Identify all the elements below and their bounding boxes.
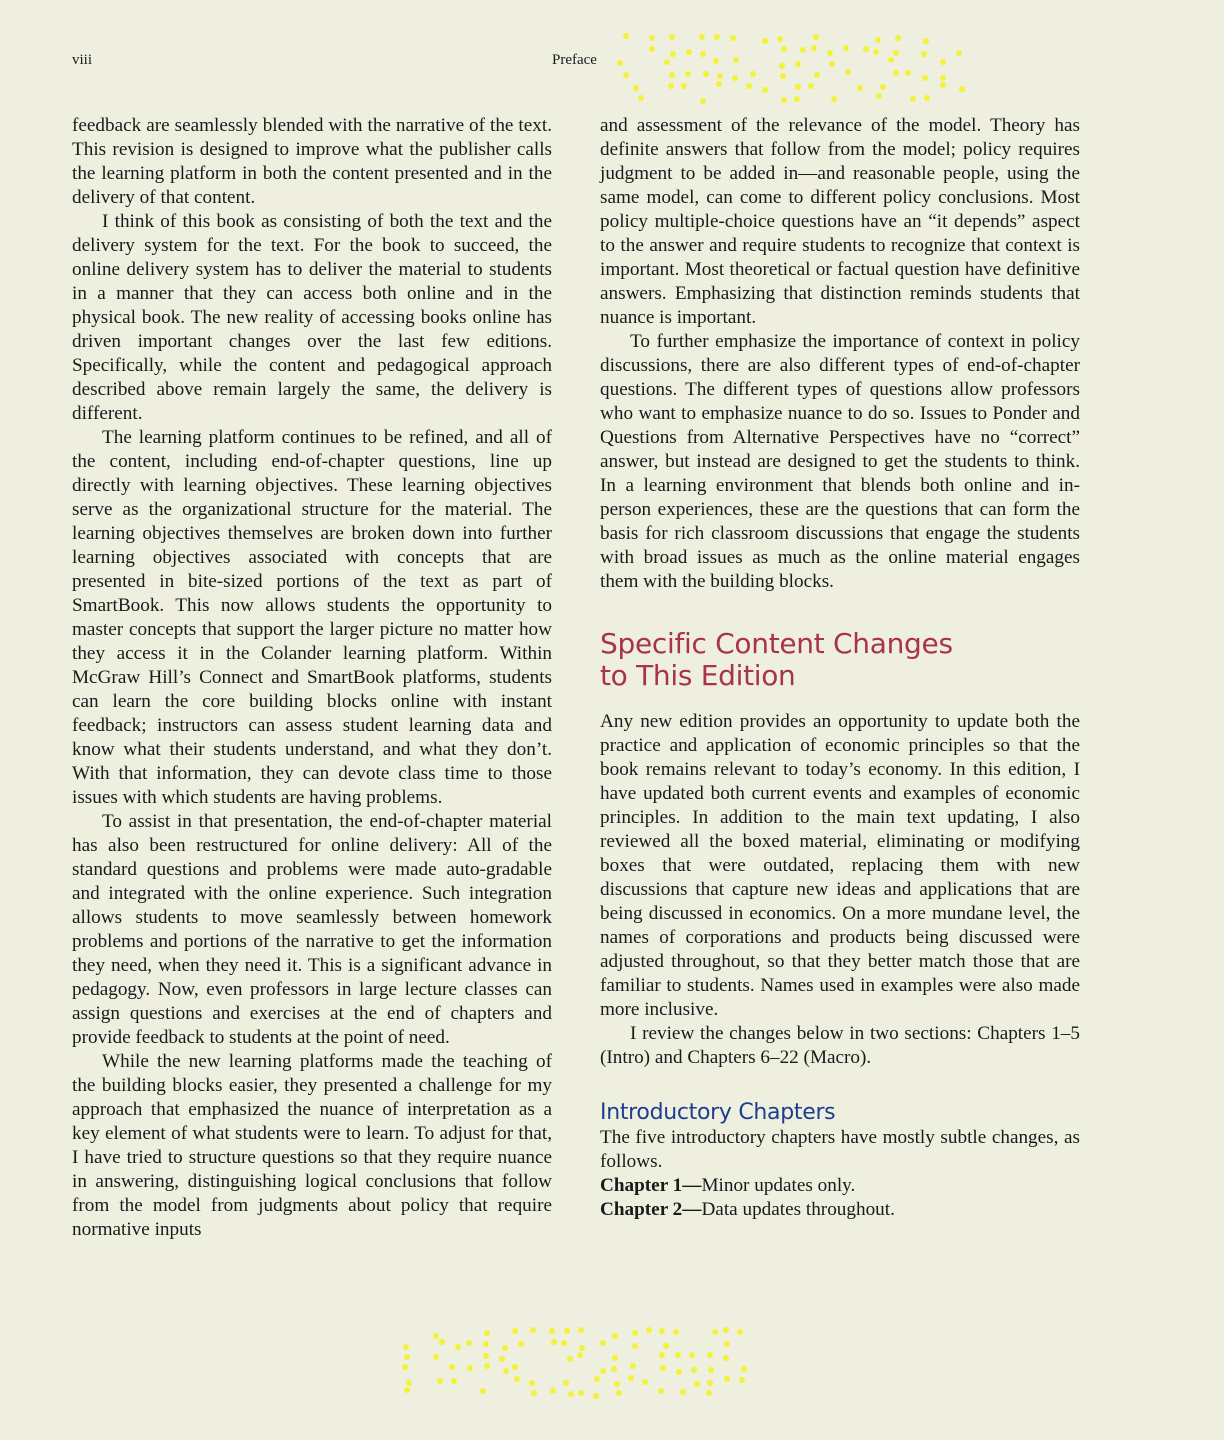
decorative-dot <box>781 46 787 52</box>
decorative-dot <box>712 1329 718 1335</box>
decorative-dot <box>699 34 705 40</box>
decorative-dot <box>794 96 800 102</box>
decorative-dot <box>730 35 736 41</box>
decorative-dot <box>451 1378 457 1384</box>
decorative-dot <box>708 1367 714 1373</box>
decorative-dot <box>668 83 674 89</box>
decorative-dot <box>577 1352 583 1358</box>
decorative-dot <box>700 51 706 57</box>
decorative-dot <box>530 1327 536 1333</box>
decorative-dot <box>762 87 768 93</box>
decorative-dot <box>403 1344 409 1350</box>
decorative-dot <box>921 51 927 57</box>
decorative-dot <box>923 38 929 44</box>
decorative-dot <box>873 49 879 55</box>
decorative-dot <box>922 75 928 81</box>
decorative-dot <box>707 1380 713 1386</box>
body-paragraph: and assessment of the relevance of the model. Theory has definite answers that follow from the model; policy requires judgment to be added in—and reasonable people, using the same model, can come to different policy conclusions. Most policy multiple-choice questions have an “it depends” aspect to the answer and require students to recognize that context is important. Most theoretical or factual question have definitive answers. Emphasizing that distinction reminds students that nuance is important. <box>600 115 1080 328</box>
decorative-dot <box>895 35 901 41</box>
decorative-dot <box>713 58 719 64</box>
decorative-dot <box>680 1389 686 1395</box>
decorative-dot <box>659 1352 665 1358</box>
section-heading <box>600 628 1080 692</box>
decorative-dot <box>433 1354 439 1360</box>
decorative-dot <box>905 70 911 76</box>
right-column <box>600 114 1080 1222</box>
decorative-dot <box>551 1339 557 1345</box>
decorative-dot <box>660 1365 666 1371</box>
decorative-dot <box>638 95 644 101</box>
decorative-dot <box>663 1343 669 1349</box>
decorative-dot <box>550 1388 556 1394</box>
decorative-dot <box>750 71 756 77</box>
decorative-dot <box>831 96 837 102</box>
decorative-dot <box>623 33 629 39</box>
decorative-dot <box>518 1341 524 1347</box>
decorative-dot <box>649 46 655 52</box>
decorative-dot <box>893 50 899 56</box>
decorative-dot <box>433 1333 439 1339</box>
decorative-dot <box>714 34 720 40</box>
decorative-dot <box>733 57 739 63</box>
decorative-dot <box>857 85 863 91</box>
decorative-dot <box>611 1366 617 1372</box>
decorative-dot <box>467 1365 473 1371</box>
decorative-dot <box>876 93 882 99</box>
decorative-dot <box>956 50 962 56</box>
decorative-dot <box>723 1355 729 1361</box>
decorative-dot <box>406 1380 412 1386</box>
decorative-dot <box>741 1366 747 1372</box>
decorative-dot <box>959 86 965 92</box>
body-paragraph: feedback are seamlessly blended with the narrative of the text. This revision is designed to improve what the publisher calls the learning platform in both the content presented and in the delivery of that content. <box>72 115 552 208</box>
decorative-dot <box>813 34 819 40</box>
chapter-label: Chapter 1— <box>600 1175 702 1196</box>
decorative-dot <box>449 1364 455 1370</box>
body-paragraph: To further emphasize the importance of context in policy discussions, there are also different types of end-of-chapter questions. The different types of questions allow professors who want to emphasize nuance to do so. Issues to Ponder and Questions from Alternative Perspectives have no “correct” answer, but instead are designed to get the students to think. In a learning environment that blends both online and in-person experiences, these are the questions that can form the basis for rich classroom discussions that engage the students with broad issues as much as the online material engages them with the building blocks. <box>600 331 1080 592</box>
decorative-dot <box>549 1328 555 1334</box>
decorative-dot <box>845 69 851 75</box>
decorative-dot <box>746 83 752 89</box>
decorative-dot <box>512 1328 518 1334</box>
chapter-change-item <box>600 1198 1080 1222</box>
section-heading-line-1: Specific Content Changes <box>600 627 953 660</box>
decorative-dot <box>659 1328 665 1334</box>
decorative-dot <box>777 36 783 42</box>
decorative-dot <box>724 1376 730 1382</box>
decorative-dot <box>594 1376 600 1382</box>
decorative-dot <box>691 1367 697 1373</box>
section-heading-line-2: to This Edition <box>600 659 796 692</box>
decorative-dot <box>795 84 801 90</box>
body-paragraph: I review the changes below in two sections: Chapters 1–5 (Intro) and Chapters 6–22 (Macro). <box>600 1023 1080 1068</box>
decorative-dot <box>863 46 869 52</box>
decorative-dot <box>632 1330 638 1336</box>
decorative-dot <box>512 1364 518 1370</box>
decorative-dot <box>402 1364 408 1370</box>
decorative-dot <box>814 72 820 78</box>
decorative-dot <box>880 84 886 90</box>
decorative-dot <box>483 1353 489 1359</box>
decorative-dot <box>664 59 670 65</box>
decorative-dot <box>669 72 675 78</box>
decorative-dot <box>628 1375 634 1381</box>
decorative-dot <box>681 83 687 89</box>
decorative-dot <box>800 47 806 53</box>
decorative-dot <box>600 1340 606 1346</box>
decorative-dot <box>685 71 691 77</box>
decorative-dot <box>762 38 768 44</box>
decorative-dot <box>578 1327 584 1333</box>
decorative-dot <box>483 1341 489 1347</box>
body-paragraph: While the new learning platforms made the teaching of the building blocks easier, they presented a challenge for my approach that emphasized the nuance of interpretation as a key element of what students were to learn. To adjust for that, I have tried to structure questions so that they require nuance in answering, distinguishing logical conclusions that follow from the model from judgments about policy that require normative inputs <box>72 1051 552 1240</box>
decorative-dot <box>739 1377 745 1383</box>
decorative-dot <box>707 1352 713 1358</box>
decorative-dot <box>617 60 623 66</box>
left-column <box>72 114 552 1242</box>
decorative-dot <box>404 1387 410 1393</box>
decorative-dot <box>633 85 639 91</box>
decorative-dot <box>875 37 881 43</box>
decorative-dot <box>829 61 835 67</box>
decorative-dot <box>614 1381 620 1387</box>
subsection-heading: Introductory Chapters <box>600 1100 836 1125</box>
decorative-dot <box>706 1390 712 1396</box>
decorative-dot <box>737 1329 743 1335</box>
decorative-dot <box>779 63 785 69</box>
decorative-dot <box>694 1381 700 1387</box>
decorative-dot <box>888 57 894 63</box>
decorative-dot <box>567 1356 573 1362</box>
decorative-dot <box>616 1390 622 1396</box>
decorative-dot <box>623 72 629 78</box>
decorative-dot <box>484 1330 490 1336</box>
decorative-dot-pattern-top <box>618 34 970 110</box>
decorative-dot <box>689 1352 695 1358</box>
chapter-change-item <box>600 1174 1080 1198</box>
decorative-dot <box>484 1363 490 1369</box>
decorative-dot <box>514 1376 520 1382</box>
decorative-dot <box>632 1343 638 1349</box>
page-number: viii <box>72 52 93 68</box>
chapter-label: Chapter 2— <box>600 1199 702 1220</box>
running-title: Preface <box>552 52 597 68</box>
decorative-dot <box>686 49 692 55</box>
decorative-dot <box>717 73 723 79</box>
chapter-change-text: Minor updates only. <box>701 1175 856 1196</box>
decorative-dot <box>499 1356 505 1362</box>
decorative-dot <box>612 1333 618 1339</box>
decorative-dot <box>439 1339 445 1345</box>
decorative-dot <box>612 1355 618 1361</box>
decorative-dot <box>924 95 930 101</box>
decorative-dot <box>780 73 786 79</box>
decorative-dot <box>940 75 946 81</box>
body-paragraph: The learning platform continues to be refined, and all of the content, including end-of-chapter questions, line up directly with learning objectives. These learning objectives serve as the organizational structure for the material. The learning objectives themselves are broken down into further learning objectives associated with concepts that are presented in bite-sized portions of the text as part of SmartBook. This now allows students the opportunity to master concepts that support the larger picture no matter how they access it in the Colander learning platform. Within McGraw Hill’s Connect and SmartBook platforms, students can learn the core building blocks online with instant feedback; instructors can assess student learning data and know what their students understand, and what they don’t. With that information, they can devote class time to those issues with which students are having problems. <box>72 427 552 808</box>
decorative-dot <box>670 51 676 57</box>
decorative-dot <box>600 1368 606 1374</box>
decorative-dot <box>502 1345 508 1351</box>
decorative-dot <box>437 1378 443 1384</box>
decorative-dot <box>646 1327 652 1333</box>
decorative-dot <box>466 1340 472 1346</box>
decorative-dot <box>630 1363 636 1369</box>
decorative-dot <box>676 1369 682 1375</box>
decorative-dot <box>940 59 946 65</box>
decorative-dot <box>404 1354 410 1360</box>
decorative-dot <box>503 1368 509 1374</box>
decorative-dot <box>910 96 916 102</box>
decorative-dot <box>724 1341 730 1347</box>
decorative-dot <box>669 34 675 40</box>
decorative-dot <box>568 1391 574 1397</box>
body-paragraph: I think of this book as consisting of both the text and the delivery system for the text. For the book to succeed, the online delivery system has to deliver the material to students in a manner that they can access both online and in the physical book. The new reality of accessing books online has driven important changes over the last few editions. Specifically, while the content and pedagogical approach described above remain largely the same, the delivery is different. <box>72 211 552 424</box>
decorative-dot <box>843 45 849 51</box>
decorative-dot <box>564 1328 570 1334</box>
body-paragraph: The five introductory chapters have mostly subtle changes, as follows. <box>600 1127 1080 1172</box>
decorative-dot <box>480 1388 486 1394</box>
decorative-dot <box>561 1340 567 1346</box>
body-paragraph: Any new edition provides an opportunity to update both the practice and application of economic principles so that the book remains relevant to today’s economy. In this edition, I have updated both current events and examples of economic principles. In addition to the main text updating, I also reviewed all the boxed material, eliminating or modifying boxes that were outdated, replacing them with new discussions that capture new ideas and applications that are being discussed in economics. On a more mundane level, the names of corporations and products being discussed were adjusted throughout, so that they better match those that are familiar to students. Names used in examples were also made more inclusive. <box>600 711 1080 1020</box>
decorative-dot <box>455 1344 461 1350</box>
decorative-dot <box>827 50 833 56</box>
decorative-dot <box>673 1329 679 1335</box>
body-paragraph: To assist in that presentation, the end-of-chapter material has also been restructured for online delivery: All of the standard questions and problems were made auto-gradable and integrated with the online experience. Such integration allows students to move seamlessly between homework problems and portions of the narrative to get the information they need, when they need it. This is a significant advance in pedagogy. Now, even professors in large lecture classes can assign questions and exercises at the end of chapters and provide feedback to students at the point of need. <box>72 811 552 1048</box>
decorative-dot <box>940 82 946 88</box>
decorative-dot <box>703 71 709 77</box>
decorative-dot <box>732 75 738 81</box>
decorative-dot <box>579 1345 585 1351</box>
decorative-dot <box>781 97 787 103</box>
decorative-dot <box>811 45 817 51</box>
decorative-dot <box>642 1379 648 1385</box>
decorative-dot <box>531 1390 537 1396</box>
decorative-dot <box>893 70 899 76</box>
decorative-dot <box>593 1393 599 1399</box>
decorative-dot <box>649 35 655 41</box>
decorative-dot <box>716 81 722 87</box>
decorative-dot <box>563 1380 569 1386</box>
decorative-dot <box>675 1352 681 1358</box>
decorative-dot <box>808 83 814 89</box>
decorative-dot <box>578 1390 584 1396</box>
decorative-dot-pattern-bottom <box>402 1328 754 1404</box>
decorative-dot <box>658 1388 664 1394</box>
decorative-dot <box>700 98 706 104</box>
decorative-dot <box>529 1380 535 1386</box>
decorative-dot <box>723 1327 729 1333</box>
decorative-dot <box>795 61 801 67</box>
chapter-change-text: Data updates throughout. <box>701 1199 895 1220</box>
